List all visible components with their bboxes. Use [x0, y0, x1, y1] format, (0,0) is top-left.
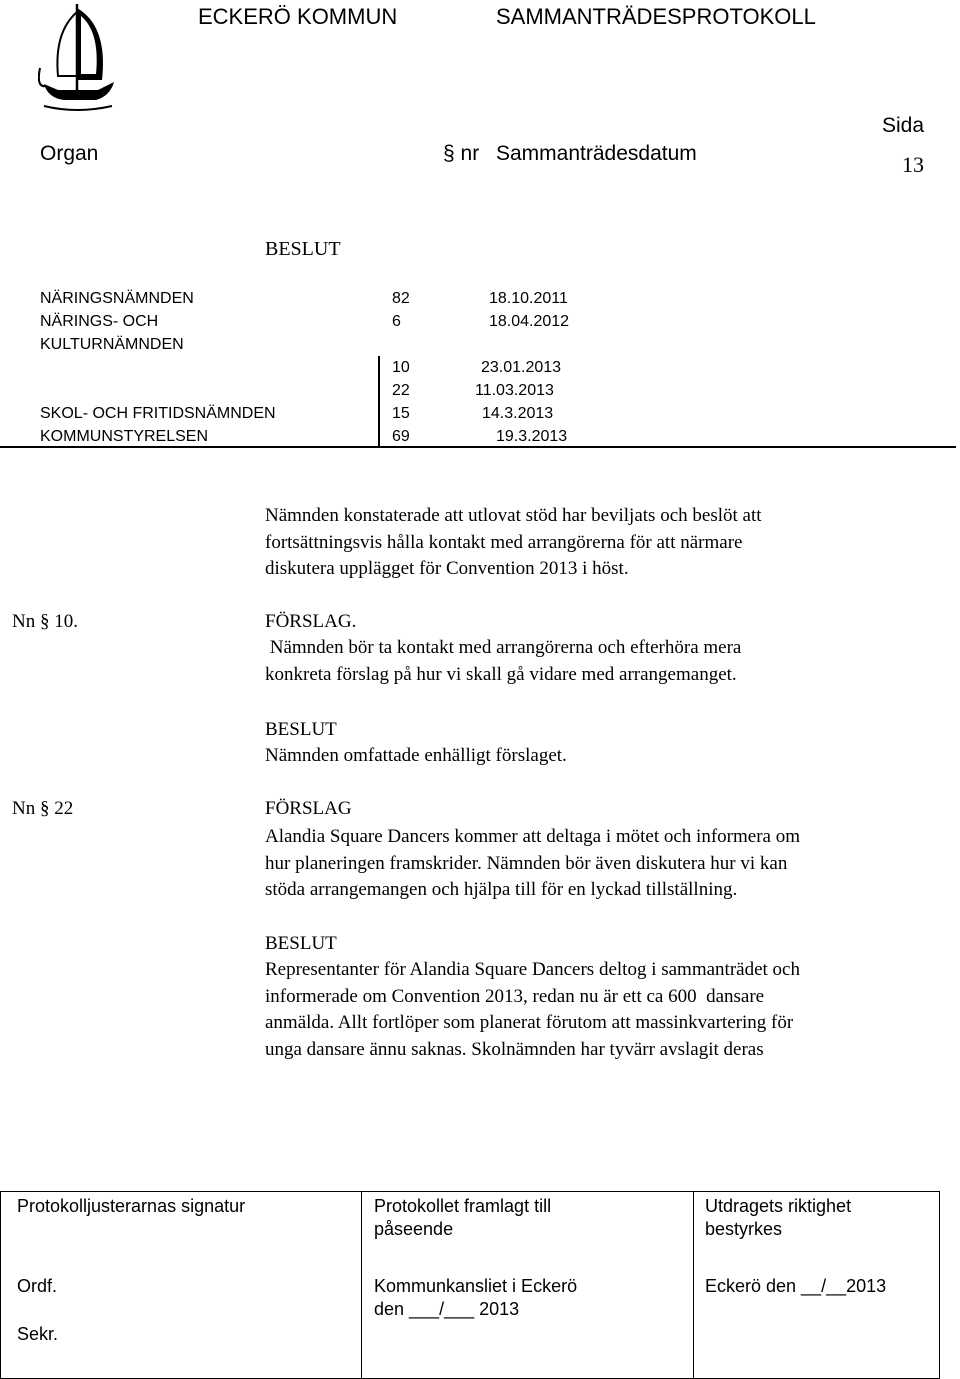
- ref-organ: SKOL- OCH FRITIDSNÄMNDEN: [40, 405, 276, 422]
- chairman-label: Ordf.: [17, 1276, 58, 1296]
- section-ref: Nn § 22: [12, 798, 74, 819]
- verification-title: Utdragets riktighet: [705, 1196, 852, 1216]
- text-line: informerade om Convention 2013, redan nu är ett ca 600 dansare: [265, 985, 765, 1007]
- text-line: Representanter för Alandia Square Dancers deltog i sammanträdet och: [265, 959, 800, 980]
- signature-title: Protokolljusterarnas signatur: [17, 1196, 246, 1216]
- page-number: 13: [902, 152, 924, 177]
- organ-label: Organ: [40, 142, 99, 165]
- ref-nr: 69: [392, 428, 410, 445]
- table-divider: [0, 446, 956, 448]
- decision-title: BESLUT: [265, 238, 341, 260]
- ref-organ: KULTURNÄMNDEN: [40, 336, 184, 353]
- proposal-text: [265, 824, 800, 904]
- publication-place: Kommunkansliet i Eckerö: [374, 1276, 578, 1296]
- text-line: Nämnden bör ta kontakt med arrangörerna och efterhöra mera: [265, 637, 742, 658]
- text-line: unga dansare ännu saknas. Skolnämnden har tyvärr avslagit deras: [265, 1038, 764, 1060]
- ref-organ: NÄRINGSNÄMNDEN: [40, 290, 194, 307]
- ref-date: 11.03.2013: [475, 382, 554, 399]
- intro-paragraph: [265, 503, 762, 583]
- decision-label: BESLUT: [265, 719, 337, 740]
- ref-organ: KOMMUNSTYRELSEN: [40, 428, 209, 445]
- section-ref: Nn § 10.: [12, 611, 78, 632]
- ref-date: 18.10.2011: [489, 290, 568, 307]
- verification-date: Eckerö den __/__2013: [705, 1276, 887, 1296]
- ref-date: 19.3.2013: [496, 428, 568, 445]
- page-label: Sida: [882, 114, 925, 137]
- ref-date: 23.01.2013: [481, 359, 562, 376]
- text-line: fortsättningsvis hålla kontakt med arrangörerna för att närmare: [265, 531, 743, 553]
- decision-text: Nämnden omfattade enhälligt förslaget.: [265, 745, 567, 766]
- text-line: Alandia Square Dancers kommer att deltaga i mötet och informera om: [265, 826, 800, 847]
- municipality-name: ECKERÖ KOMMUN: [198, 4, 398, 29]
- ref-nr: 15: [392, 405, 410, 422]
- ref-date: 14.3.2013: [482, 405, 554, 422]
- verification-title-2: bestyrkes: [705, 1219, 783, 1239]
- text-line: diskutera upplägget för Convention 2013 i höst.: [265, 558, 629, 579]
- date-label: Sammanträdesdatum: [496, 142, 697, 165]
- ref-organ: NÄRINGS- OCH: [40, 313, 159, 330]
- text-line: stöda arrangemangen och hjälpa till för en lyckad tillställning.: [265, 879, 738, 900]
- table-divider-vertical: [378, 356, 380, 448]
- ref-nr: 10: [392, 359, 410, 376]
- text-line: anmälda. Allt fortlöper som planerat förutom att massinkvartering för: [265, 1012, 794, 1033]
- municipal-logo-ship-icon: [38, 2, 116, 114]
- nr-label: § nr: [443, 142, 480, 165]
- publication-title: Protokollet framlagt till: [374, 1196, 552, 1216]
- proposal-label: FÖRSLAG: [265, 798, 352, 819]
- signature-table: [0, 1191, 940, 1379]
- decision-label: BESLUT: [265, 933, 337, 954]
- text-line: hur planeringen framskrider. Nämnden bör även diskutera hur vi kan: [265, 852, 788, 874]
- publication-date: den ___/___ 2013: [374, 1299, 520, 1319]
- text-line: Nämnden konstaterade att utlovat stöd har beviljats och beslöt att: [265, 505, 762, 526]
- secretary-label: Sekr.: [17, 1324, 59, 1344]
- ref-nr: 82: [392, 290, 410, 307]
- ref-date: 18.04.2012: [489, 313, 570, 330]
- proposal-label: FÖRSLAG.: [265, 611, 357, 632]
- ref-nr: 22: [392, 382, 410, 399]
- ref-nr: 6: [392, 313, 401, 330]
- publication-title-2: påseende: [374, 1219, 454, 1239]
- document-type: SAMMANTRÄDESPROTOKOLL: [496, 4, 816, 29]
- proposal-text: [265, 635, 741, 688]
- decision-text: [265, 957, 800, 1063]
- text-line: konkreta förslag på hur vi skall gå vidare med arrangemanget.: [265, 663, 737, 685]
